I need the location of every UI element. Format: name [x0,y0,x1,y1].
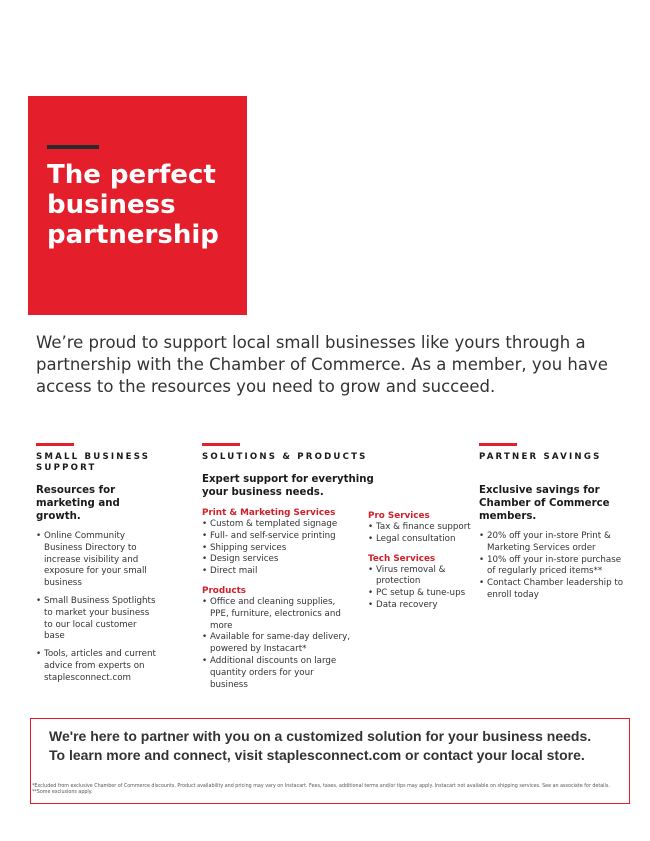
section-accent-bar [36,443,74,446]
partner-savings-list [479,531,629,602]
disclaimer-footnote: *Excluded from exclusive Chamber of Commerce discounts. Product availability and pricing may vary on Instacart. Fees, taxes, additional terms and/or tips may apply. Instacart not available on shipping services. See an associate for details. **Some exclusions apply. [32,784,610,796]
intro-paragraph: We’re proud to support local small businesses like yours through a partnership with the Chamber of Commerce. As a member, you have access to the resources you need to grow and succeed. [36,333,608,396]
print-services-block [202,507,352,691]
products-list [202,597,352,691]
list-item: • Available for same-day delivery, powered by Instacart* [202,632,352,656]
list-item: • Full- and self-service printing [202,531,352,543]
hero-accent-bar [47,145,99,149]
solutions-subtitle: Expert support for everything your business needs. [202,474,374,498]
small-business-title: SMALL BUSINESS SUPPORT [36,452,151,473]
list-item: • Tax & finance support [368,522,476,534]
list-item: • Shipping services [202,543,352,555]
print-services-list [202,519,352,578]
small-business-subtitle: Resources for marketing and growth. [36,485,120,522]
solutions-title: SOLUTIONS & PRODUCTS [202,452,368,462]
services-subcolumn [368,510,476,612]
products-heading: Products [202,585,247,596]
list-item: • Online Community Business Directory to increase visibility and exposure for your small business [36,531,160,590]
hero-title: The perfect business partnership [47,160,219,250]
list-item: • Legal consultation [368,534,476,546]
list-item: • Additional discounts on large quantity orders for your business [202,656,352,691]
partner-savings-subtitle: Exclusive savings for Chamber of Commerce members. [479,485,610,522]
list-item: • Design services [202,554,352,566]
print-services-heading: Print & Marketing Services [202,508,336,518]
pro-services-list [368,522,476,546]
section-accent-bar [202,443,240,446]
list-item: • 10% off your in-store purchase of regularly priced items** [479,555,629,579]
solutions-column [202,443,382,691]
list-item: • Office and cleaning supplies, PPE, furniture, electronics and more [202,597,352,632]
partner-savings-column [479,443,629,602]
list-item: • PC setup & tune-ups [368,588,476,600]
list-item: • Direct mail [202,566,352,578]
list-item: • Contact Chamber leadership to enroll today [479,578,629,602]
list-item: • Small Business Spotlights to market your business to our local customer base [36,596,160,643]
list-item: • Virus removal & protection [368,565,476,589]
tech-services-heading: Tech Services [368,553,436,564]
list-item: • 20% off your in-store Print & Marketing Services order [479,531,629,555]
list-item: • Data recovery [368,600,476,612]
pro-services-heading: Pro Services [368,511,430,521]
section-accent-bar [479,443,517,446]
tech-services-list [368,565,476,612]
small-business-list [36,531,160,685]
small-business-column [36,443,160,691]
hero-banner [28,96,247,315]
partner-savings-title: PARTNER SAVINGS [479,452,602,462]
callout-text: We're here to partner with you on a customized solution for your business needs. To learn more and connect, visit staplesconnect.com or contact your local store. [49,728,592,763]
list-item: • Custom & templated signage [202,519,352,531]
list-item: • Tools, articles and current advice from experts on staplesconnect.com [36,649,160,684]
